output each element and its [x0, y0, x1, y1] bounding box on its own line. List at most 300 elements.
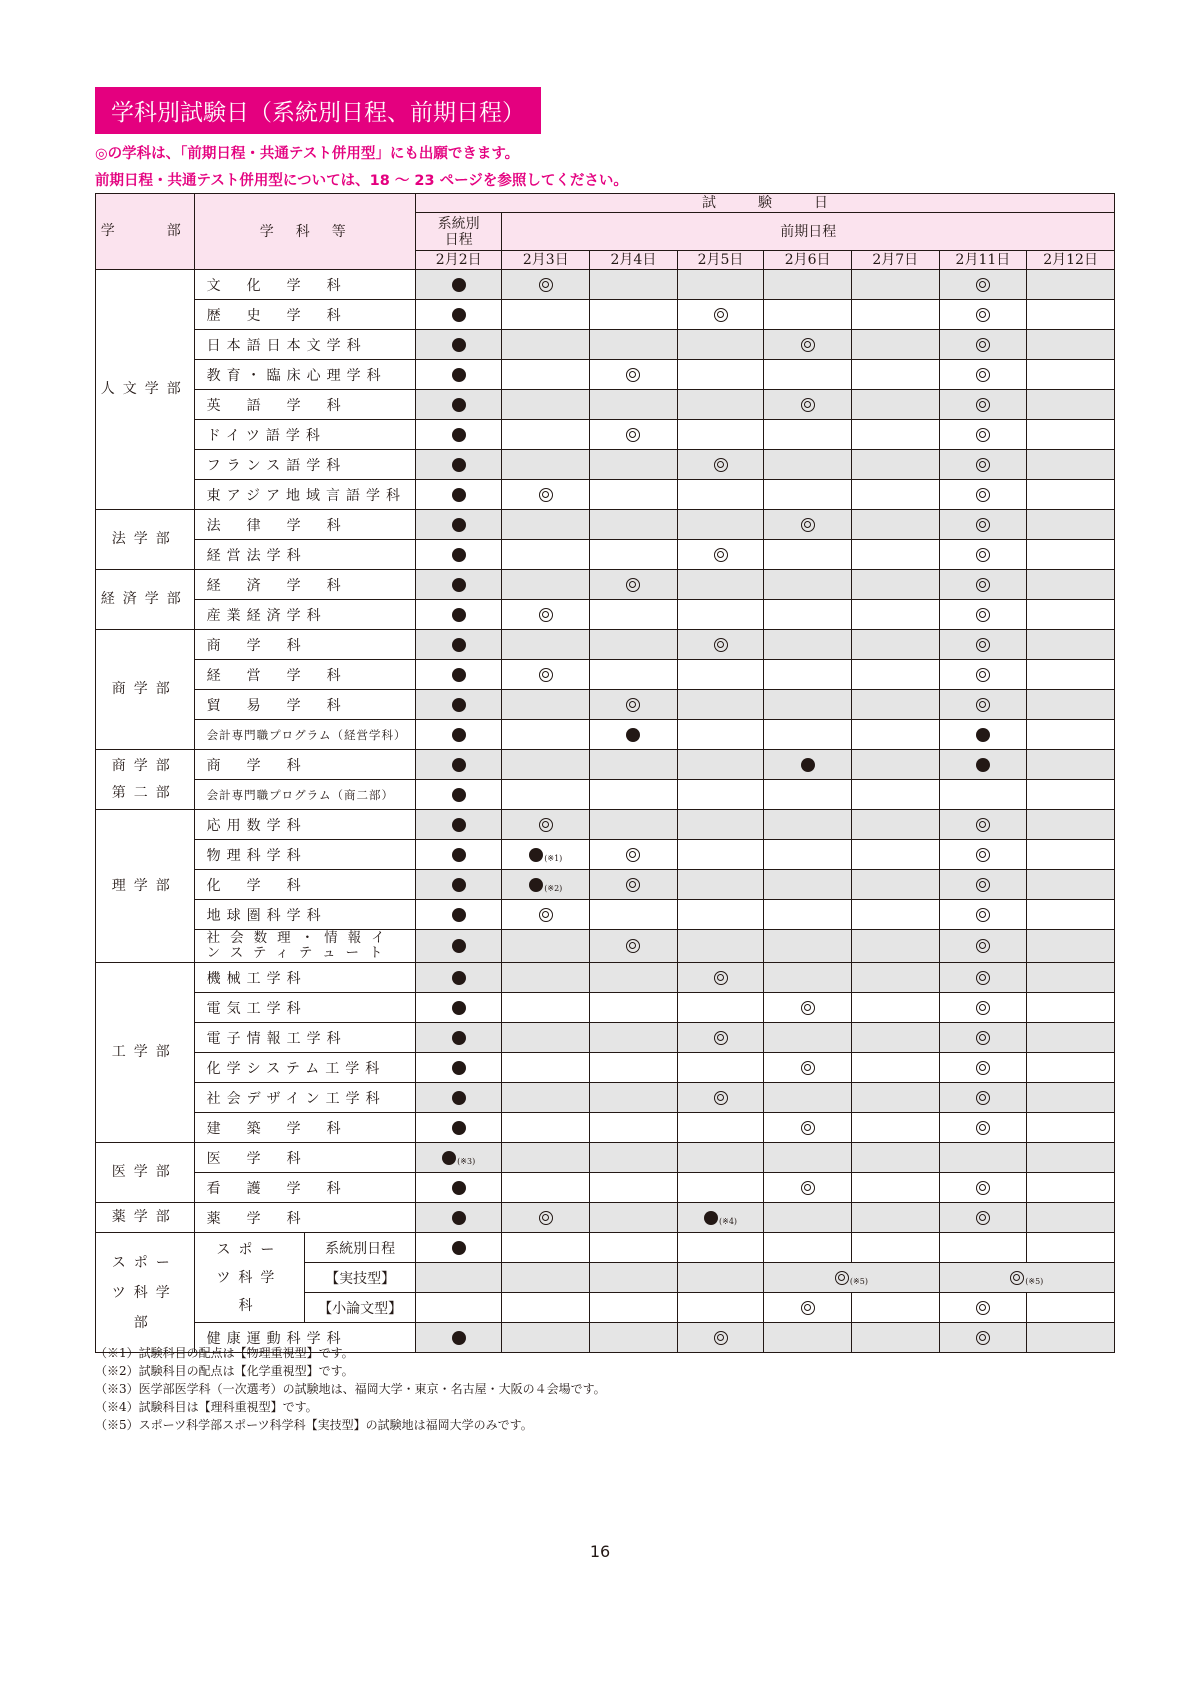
schedule-cell: [677, 660, 764, 690]
double-circle-icon: [976, 308, 990, 322]
double-circle-icon: [714, 1331, 728, 1345]
double-circle-icon: [976, 518, 990, 532]
schedule-cell: [764, 1233, 852, 1263]
double-circle-icon: [976, 1061, 990, 1075]
footnote-ref: (※2): [544, 883, 563, 893]
double-circle-icon: [976, 1211, 990, 1225]
schedule-cell: [415, 300, 502, 330]
schedule-cell: [1027, 1113, 1115, 1143]
schedule-cell: [939, 300, 1027, 330]
schedule-cell: [415, 1293, 502, 1323]
schedule-cell: [939, 1113, 1027, 1143]
schedule-cell: [415, 1263, 502, 1293]
schedule-cell: [590, 963, 678, 993]
department-label: 電子情報工学科: [206, 1030, 347, 1047]
department-label: 教育・臨床心理学科: [206, 367, 387, 384]
filled-circle-icon: [626, 728, 640, 742]
schedule-cell: [1027, 1023, 1115, 1053]
schedule-cell: [590, 1293, 678, 1323]
filled-circle-icon: [452, 428, 466, 442]
double-circle-icon: [801, 1001, 815, 1015]
table-row: [96, 1023, 1115, 1053]
schedule-cell: [764, 900, 852, 930]
double-circle-icon: [539, 818, 553, 832]
department-label: 法 律 学 科: [206, 517, 347, 534]
schedule-cell: [415, 1233, 502, 1263]
double-circle-icon: [539, 668, 553, 682]
schedule-cell: [764, 810, 852, 840]
filled-circle-icon: [452, 728, 466, 742]
footnote-ref: (※1): [544, 853, 563, 863]
schedule-cell: [415, 570, 502, 600]
filled-circle-icon: [529, 848, 543, 862]
department-cell: [194, 540, 415, 570]
schedule-cell: [939, 690, 1027, 720]
filled-circle-icon: [529, 878, 543, 892]
schedule-cell: [939, 870, 1027, 900]
table-row: [96, 360, 1115, 390]
schedule-cell: [415, 963, 502, 993]
schedule-cell: [502, 1083, 590, 1113]
department-cell: [194, 840, 415, 870]
department-cell: [194, 1143, 415, 1173]
double-circle-icon: [801, 1061, 815, 1075]
schedule-cell: [764, 690, 852, 720]
department-label: 歴 史 学 科: [206, 307, 347, 324]
schedule-cell: [502, 330, 590, 360]
department-label: 化学システム工学科: [206, 1060, 386, 1077]
schedule-cell: [764, 1083, 852, 1113]
filled-circle-icon: [976, 728, 990, 742]
schedule-cell: [939, 963, 1027, 993]
double-circle-icon: [539, 488, 553, 502]
double-circle-icon: [801, 338, 815, 352]
schedule-cell: [677, 993, 764, 1023]
double-circle-icon: [714, 1091, 728, 1105]
schedule-cell: [415, 840, 502, 870]
department-cell: [194, 420, 415, 450]
schedule-cell: [1027, 810, 1115, 840]
schedule-cell: [502, 570, 590, 600]
schedule-cell: [764, 300, 852, 330]
filled-circle-icon: [452, 1121, 466, 1135]
double-circle-icon: [539, 278, 553, 292]
schedule-cell: [590, 1083, 678, 1113]
department-cell: [194, 1023, 415, 1053]
filled-circle-icon: [452, 1331, 466, 1345]
table-row: [96, 780, 1115, 810]
table-row: [96, 1233, 1115, 1263]
schedule-cell: [677, 570, 764, 600]
schedule-cell: [1027, 963, 1115, 993]
filled-circle-icon: [452, 971, 466, 985]
department-label: 建 築 学 科: [206, 1120, 347, 1137]
schedule-cell: [939, 1263, 1114, 1293]
table-row: [96, 630, 1115, 660]
double-circle-icon: [976, 1121, 990, 1135]
schedule-cell: [590, 480, 678, 510]
schedule-cell: [764, 840, 852, 870]
table-row: [96, 660, 1115, 690]
department-cell: [194, 300, 415, 330]
department-label: 看 護 学 科: [206, 1180, 347, 1197]
schedule-cell: [851, 1233, 939, 1263]
table-row: [96, 840, 1115, 870]
schedule-cell: [415, 1113, 502, 1143]
schedule-cell: [764, 1173, 852, 1203]
department-label: 商 学 科: [206, 637, 307, 654]
table-row: [96, 870, 1115, 900]
schedule-cell: [1027, 630, 1115, 660]
schedule-cell: [677, 840, 764, 870]
schedule-cell: [415, 780, 502, 810]
schedule-cell: [415, 510, 502, 540]
schedule-cell: [590, 570, 678, 600]
table-row: [96, 720, 1115, 750]
table-row: [96, 570, 1115, 600]
double-circle-icon: [539, 608, 553, 622]
department-cell: [194, 720, 415, 750]
schedule-cell: [764, 360, 852, 390]
schedule-cell: [677, 540, 764, 570]
filled-circle-icon: [452, 908, 466, 922]
double-circle-icon: [626, 368, 640, 382]
schedule-cell: [502, 1203, 590, 1233]
schedule-cell: [677, 1113, 764, 1143]
schedule-cell: [939, 930, 1027, 963]
department-label: 経 済 学 科: [206, 577, 347, 594]
schedule-cell: [939, 780, 1027, 810]
schedule-cell: [415, 930, 502, 963]
schedule-cell: [1027, 300, 1115, 330]
schedule-cell: [677, 330, 764, 360]
schedule-cell: [939, 360, 1027, 390]
schedule-cell: [415, 690, 502, 720]
schedule-cell: [415, 1053, 502, 1083]
schedule-cell: [1027, 390, 1115, 420]
schedule-cell: [590, 993, 678, 1023]
schedule-cell: [502, 510, 590, 540]
schedule-cell: [939, 630, 1027, 660]
double-circle-icon: [976, 1091, 990, 1105]
schedule-cell: [851, 420, 939, 450]
schedule-cell: [502, 1053, 590, 1083]
schedule-cell: [502, 270, 590, 300]
footnotes: [95, 1344, 606, 1434]
schedule-cell: [764, 540, 852, 570]
schedule-cell: [851, 600, 939, 630]
schedule-cell: [677, 1173, 764, 1203]
schedule-cell: [590, 630, 678, 660]
schedule-cell: [851, 900, 939, 930]
double-circle-icon: [976, 1031, 990, 1045]
faculty-cell: 薬学部: [96, 1203, 195, 1233]
schedule-cell: [1027, 993, 1115, 1023]
schedule-cell: [851, 1143, 939, 1173]
schedule-cell: [590, 1023, 678, 1053]
schedule-cell: [939, 450, 1027, 480]
schedule-cell: [590, 300, 678, 330]
schedule-cell: [764, 963, 852, 993]
schedule-cell: [590, 900, 678, 930]
department-cell: [194, 1083, 415, 1113]
schedule-cell: [851, 270, 939, 300]
schedule-cell: [764, 660, 852, 690]
department-label: 経営法学科: [206, 547, 307, 564]
schedule-cell: [851, 1203, 939, 1233]
double-circle-icon: [976, 578, 990, 592]
schedule-cell: [590, 540, 678, 570]
double-circle-icon: [976, 428, 990, 442]
filled-circle-icon: [452, 1031, 466, 1045]
footnote: （※4）試験科目は【理科重視型】です。: [95, 1400, 318, 1414]
double-circle-icon: [714, 458, 728, 472]
schedule-cell: [764, 390, 852, 420]
schedule-cell: [1027, 930, 1115, 963]
schedule-cell: [590, 930, 678, 963]
schedule-cell: [590, 600, 678, 630]
schedule-cell: [1027, 600, 1115, 630]
schedule-cell: [415, 660, 502, 690]
schedule-cell: [851, 963, 939, 993]
schedule-cell: [939, 570, 1027, 600]
schedule-cell: [677, 1023, 764, 1053]
schedule-cell: [939, 1323, 1027, 1353]
exam-schedule-table: [95, 193, 1115, 1353]
schedule-cell: [851, 750, 939, 780]
header-date: 2月2日: [415, 251, 502, 270]
schedule-cell: [415, 993, 502, 1023]
schedule-cell: [764, 930, 852, 963]
department-cell: [194, 480, 415, 510]
schedule-cell: [415, 810, 502, 840]
department-cell: [194, 963, 415, 993]
department-label: 地球圏科学科: [206, 907, 327, 924]
schedule-cell: [1027, 720, 1115, 750]
sub-type-cell: 【小論文型】: [305, 1293, 416, 1323]
schedule-cell: [415, 270, 502, 300]
filled-circle-icon: [452, 638, 466, 652]
department-label: 英 語 学 科: [206, 397, 347, 414]
filled-circle-icon: [452, 1061, 466, 1075]
faculty-cell: 商学部第二部: [96, 750, 195, 810]
double-circle-icon: [626, 848, 640, 862]
table-row: [96, 510, 1115, 540]
table-row: [96, 1113, 1115, 1143]
schedule-cell: [415, 1023, 502, 1053]
double-circle-icon: [976, 971, 990, 985]
filled-circle-icon: [452, 458, 466, 472]
department-cell: [194, 600, 415, 630]
schedule-cell: [939, 1023, 1027, 1053]
header-date: 2月4日: [590, 251, 678, 270]
schedule-cell: [415, 480, 502, 510]
schedule-cell: [851, 993, 939, 1023]
faculty-cell: 人文学部: [96, 270, 195, 510]
filled-circle-icon: [452, 698, 466, 712]
schedule-cell: [677, 1233, 764, 1263]
filled-circle-icon: [452, 368, 466, 382]
schedule-cell: [851, 1023, 939, 1053]
schedule-cell: [590, 1143, 678, 1173]
schedule-cell: [502, 360, 590, 390]
schedule-cell: [415, 630, 502, 660]
schedule-cell: [764, 330, 852, 360]
header-date: 2月5日: [677, 251, 764, 270]
schedule-cell: [677, 480, 764, 510]
footnote-ref: (※5): [1025, 1276, 1044, 1286]
schedule-cell: [764, 270, 852, 300]
schedule-cell: [415, 420, 502, 450]
filled-circle-icon: [801, 758, 815, 772]
filled-circle-icon: [452, 398, 466, 412]
schedule-cell: [851, 1323, 939, 1353]
schedule-cell: [851, 570, 939, 600]
schedule-cell: [590, 870, 678, 900]
schedule-cell: [502, 300, 590, 330]
schedule-cell: [502, 1263, 590, 1293]
schedule-cell: [502, 1293, 590, 1323]
filled-circle-icon: [452, 488, 466, 502]
department-cell: [194, 570, 415, 600]
schedule-cell: [590, 420, 678, 450]
schedule-cell: [590, 1233, 678, 1263]
schedule-cell: [502, 993, 590, 1023]
schedule-cell: [851, 1173, 939, 1203]
schedule-cell: [590, 750, 678, 780]
department-label: 日本語日本文学科: [206, 337, 367, 354]
department-cell: [194, 1173, 415, 1203]
schedule-cell: [851, 390, 939, 420]
schedule-cell: [590, 660, 678, 690]
faculty-cell: 法学部: [96, 510, 195, 570]
schedule-cell: [1027, 1083, 1115, 1113]
schedule-cell: [677, 450, 764, 480]
schedule-cell: [939, 390, 1027, 420]
schedule-cell: [677, 720, 764, 750]
double-circle-icon: [976, 1001, 990, 1015]
department-cell: [194, 1113, 415, 1143]
schedule-cell: [851, 930, 939, 963]
faculty-cell: 商学部: [96, 630, 195, 750]
schedule-cell: [764, 1293, 852, 1323]
double-circle-icon: [714, 638, 728, 652]
department-cell: [194, 870, 415, 900]
schedule-cell: [851, 510, 939, 540]
schedule-cell: [939, 840, 1027, 870]
table-row: [96, 993, 1115, 1023]
schedule-cell: [1027, 750, 1115, 780]
schedule-cell: [764, 1023, 852, 1053]
schedule-cell: [939, 1143, 1027, 1173]
department-cell: [194, 780, 415, 810]
department-label: 社会数理・情報インスティテュート: [206, 930, 395, 961]
schedule-cell: [939, 420, 1027, 450]
schedule-cell: [851, 630, 939, 660]
sub-type-cell: 【実技型】: [305, 1263, 416, 1293]
double-circle-icon: [976, 368, 990, 382]
double-circle-icon: [801, 1301, 815, 1315]
header-date: 2月6日: [764, 251, 852, 270]
schedule-cell: [851, 720, 939, 750]
double-circle-icon: [976, 278, 990, 292]
schedule-cell: [851, 840, 939, 870]
schedule-cell: [939, 993, 1027, 1023]
schedule-cell: [502, 900, 590, 930]
department-label: 貿 易 学 科: [206, 697, 347, 714]
schedule-cell: [415, 750, 502, 780]
schedule-cell: [677, 870, 764, 900]
schedule-cell: [677, 510, 764, 540]
filled-circle-icon: [452, 548, 466, 562]
schedule-cell: [677, 1323, 764, 1353]
footnote: （※5）スポーツ科学部スポーツ科学科【実技型】の試験地は福岡大学のみです。: [95, 1418, 533, 1432]
schedule-cell: [502, 450, 590, 480]
schedule-cell: [1027, 1173, 1115, 1203]
schedule-cell: [677, 630, 764, 660]
table-row: [96, 1083, 1115, 1113]
schedule-cell: [590, 1263, 678, 1293]
schedule-cell: [1027, 1053, 1115, 1083]
double-circle-icon: [626, 878, 640, 892]
schedule-cell: [939, 1293, 1027, 1323]
schedule-cell: [1027, 840, 1115, 870]
filled-circle-icon: [452, 578, 466, 592]
faculty-cell: 理学部: [96, 810, 195, 963]
schedule-cell: [764, 1113, 852, 1143]
schedule-cell: [939, 1233, 1027, 1263]
filled-circle-icon: [452, 939, 466, 953]
schedule-cell: [939, 1173, 1027, 1203]
table-row: [96, 1053, 1115, 1083]
schedule-cell: [764, 480, 852, 510]
double-circle-icon: [976, 458, 990, 472]
schedule-cell: [851, 870, 939, 900]
department-label: 会計専門職プログラム（経営学科）: [206, 727, 407, 742]
schedule-cell: [502, 750, 590, 780]
schedule-cell: [1027, 1233, 1115, 1263]
schedule-cell: [502, 1023, 590, 1053]
schedule-cell: [677, 420, 764, 450]
schedule-cell: [764, 993, 852, 1023]
double-circle-icon: [714, 1031, 728, 1045]
schedule-cell: [677, 900, 764, 930]
filled-circle-icon: [452, 878, 466, 892]
schedule-cell: [764, 1263, 939, 1293]
schedule-cell: [415, 720, 502, 750]
schedule-cell: [851, 300, 939, 330]
filled-circle-icon: [452, 518, 466, 532]
table-row: [96, 1203, 1115, 1233]
header-exam-day: 試 験 日: [415, 194, 1114, 213]
filled-circle-icon: [452, 308, 466, 322]
schedule-cell: [939, 270, 1027, 300]
schedule-cell: [851, 810, 939, 840]
table-row: [96, 750, 1115, 780]
schedule-cell: [764, 570, 852, 600]
table-row: [96, 450, 1115, 480]
double-circle-icon: [626, 698, 640, 712]
filled-circle-icon: [452, 818, 466, 832]
department-label: 会計専門職プログラム（商二部）: [206, 787, 394, 802]
schedule-cell: [939, 900, 1027, 930]
schedule-cell: [415, 1203, 502, 1233]
filled-circle-icon: [976, 758, 990, 772]
double-circle-icon: [976, 608, 990, 622]
double-circle-icon: [976, 1331, 990, 1345]
schedule-cell: [1027, 420, 1115, 450]
schedule-cell: [1027, 1323, 1115, 1353]
